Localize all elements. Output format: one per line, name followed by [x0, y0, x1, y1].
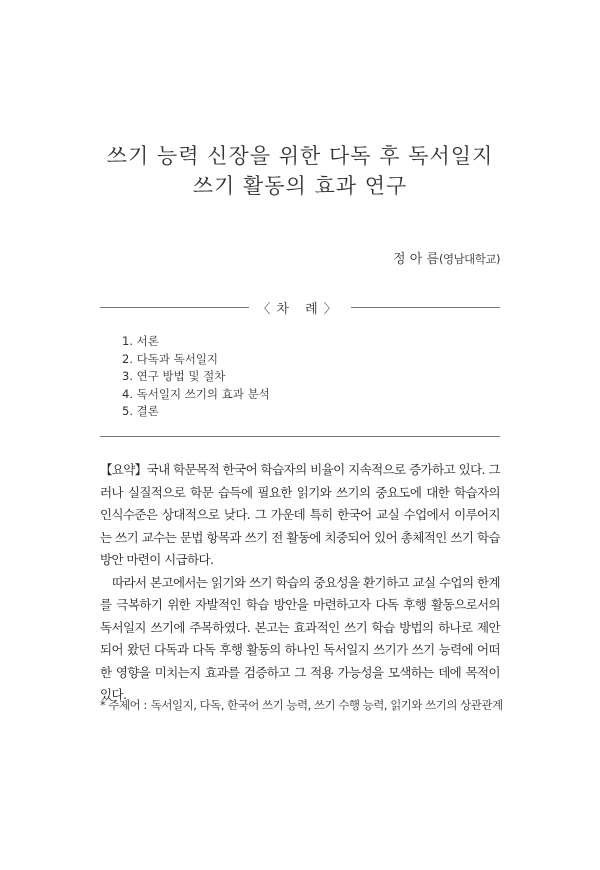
abstract-tag: 【요약】	[100, 462, 147, 477]
toc-item: 3. 연구 방법 및 절차	[122, 369, 226, 383]
toc-heading-rule-left	[100, 307, 249, 308]
toc-list	[122, 333, 270, 421]
toc-item: 2. 다독과 독서일지	[122, 351, 219, 366]
keywords	[100, 695, 520, 716]
toc-heading	[100, 298, 500, 317]
abstract-paragraph-1-text: 국내 학문목적 한국어 학습자의 비율이 지속적으로 증가하고 있다. 그러나 실질적으로 학문 습득에 필요한 읽기와 쓰기의 중요도에 대한 학습자의 인식수준은 상대적으로 낮다. 그 가운데 특히 한국어 교실 수업에서 이루어지는 쓰기 교수는 문법 항목과 쓰기 전 활동에 치중되어 있어 총체적인 쓰기 학습 방안 마련이 시급하다.	[100, 462, 500, 567]
toc-heading-rule-right	[351, 307, 500, 308]
toc-item: 5. 결론	[122, 404, 159, 418]
toc-item: 4. 독서일지 쓰기의 효과 분석	[122, 386, 270, 401]
abstract	[100, 459, 500, 707]
abstract-paragraph-1	[100, 459, 500, 572]
toc-heading-label: 〈차 례〉	[257, 302, 343, 317]
toc-item: 1. 서론	[122, 334, 159, 348]
author-name: 정 아 름	[393, 252, 439, 267]
author-affiliation: (영남대학교)	[438, 252, 500, 266]
author-block	[393, 248, 500, 267]
keywords-label: * 주제어 :	[100, 698, 147, 712]
keywords-text: 독서일지, 다독, 한국어 쓰기 능력, 쓰기 수행 능력, 읽기와 쓰기의 상관관계	[150, 698, 503, 712]
paper-title-line-2: 쓰기 활동의 효과 연구	[192, 174, 408, 198]
paper-title-line-1: 쓰기 능력 신장을 위한 다독 후 독서일지	[106, 144, 494, 168]
abstract-paragraph-2: 따라서 본고에서는 읽기와 쓰기 학습의 중요성을 환기하고 교실 수업의 한계를 극복하기 위한 자발적인 학습 방안을 마련하고자 다독 후행 활동으로서의 독서일지 쓰기에 주목하였다. 본고는 효과적인 쓰기 학습 방법의 하나로 제안되어 왔던 다독과 다독 후행 활동의 하나인 독서일지 쓰기가 쓰기 능력에 어떠한 영향을 미치는지 효과를 검증하고 그 적용 가능성을 모색하는 데에 목적이 있다.	[100, 574, 500, 702]
toc-divider	[100, 436, 500, 437]
